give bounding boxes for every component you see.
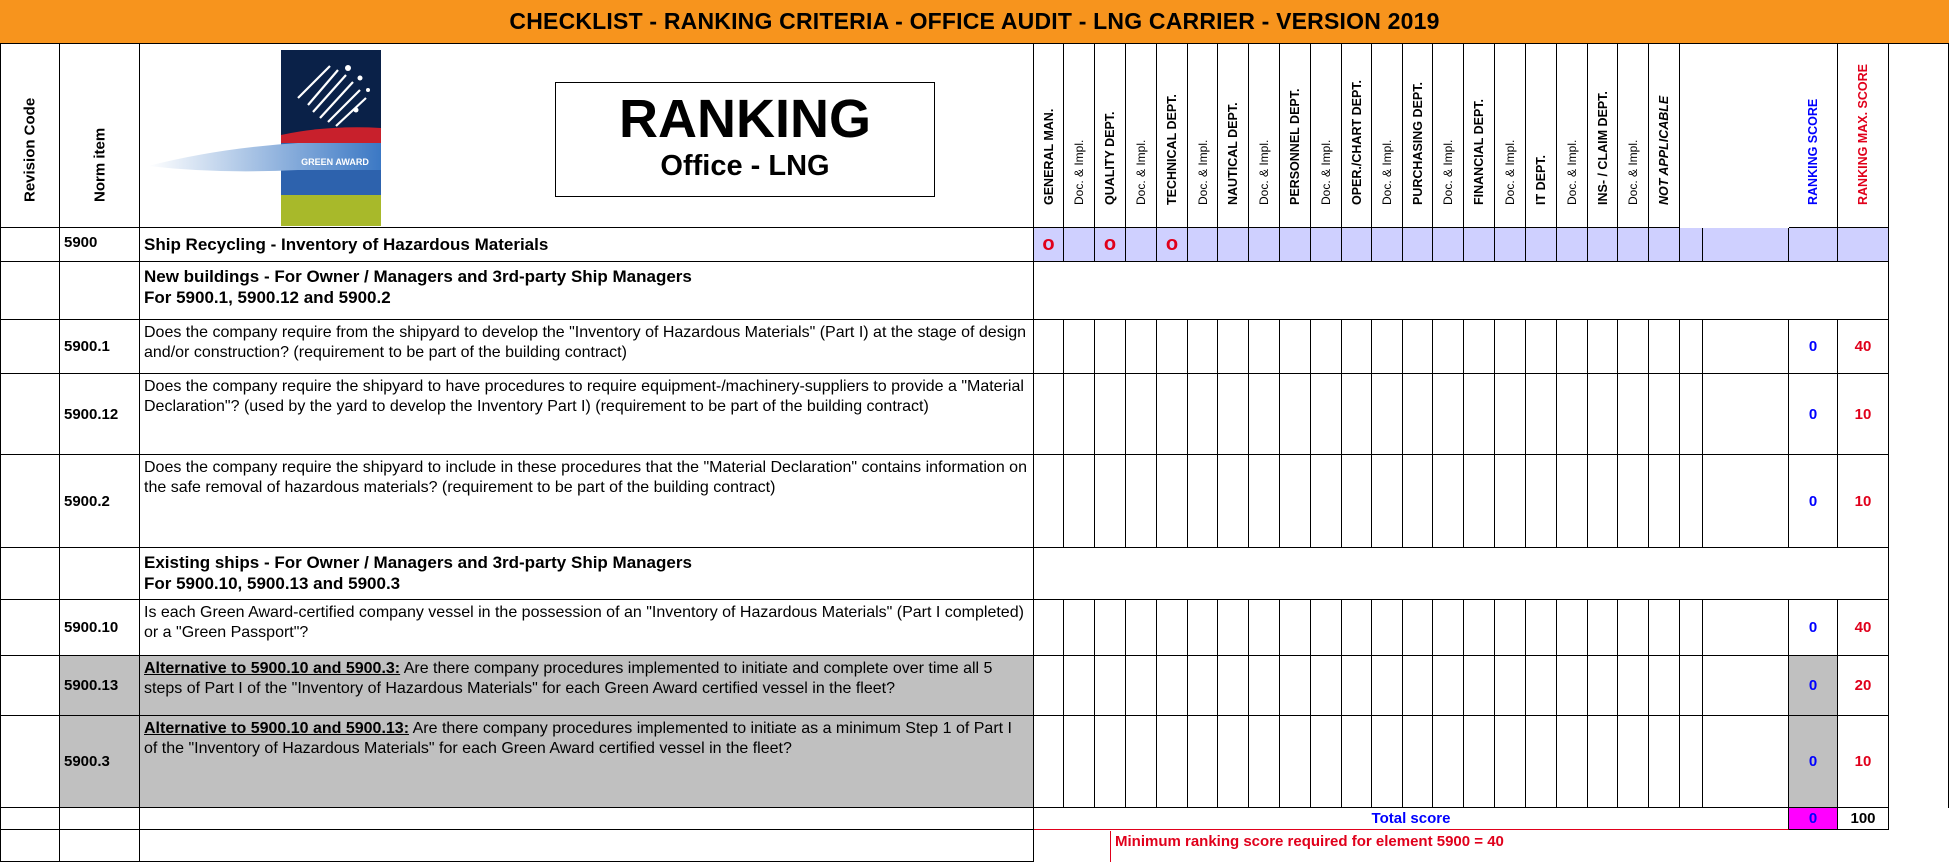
dept-cell [1618,600,1649,656]
dept-cell [1649,600,1680,656]
dept-cell [1588,455,1618,548]
dept-cell [1464,455,1495,548]
dept-cell [1280,600,1311,656]
dept-cell [1126,374,1157,455]
dept-cell [1034,716,1064,808]
item-norm: 5900.13 [60,656,140,716]
ranking-title: RANKING [619,89,871,149]
dept-cell [1034,656,1064,716]
dept-cell [1495,600,1526,656]
dept-cell [1588,716,1618,808]
norm-cell [60,808,140,830]
dept-cell [1342,600,1372,656]
revision-code-header [0,44,60,228]
column-header [1218,44,1249,228]
dept-cell [1249,656,1280,716]
applicable-mark: o [1034,228,1064,262]
department-label: NAUTICAL DEPT. [1226,102,1240,205]
dept-cell [1126,320,1157,374]
dept-cell [1095,374,1126,455]
item-max-score: 20 [1838,656,1889,716]
dept-cell [1618,656,1649,716]
item-text: Does the company require from the shipyard to develop the "Inventory of Hazardous Materials" (Part I) at the stage of design and/or construction? (requirement to be part of the building contract) [144,324,1027,361]
item-max-score: 10 [1838,455,1889,548]
dept-cell [1680,600,1703,656]
column-header [1095,44,1126,228]
dept-cell [1342,228,1372,262]
dept-cell [1403,320,1433,374]
dept-cell [1311,320,1342,374]
department-label: GENERAL MAN. [1041,108,1056,205]
item-norm: 5900.10 [60,600,140,656]
dept-cell [1188,320,1218,374]
subsection-blank [1034,548,1889,600]
dept-cell [1311,600,1342,656]
dept-cell [1464,716,1495,808]
dept-cell [1280,656,1311,716]
dept-cell [1280,716,1311,808]
dept-cell [1680,228,1703,262]
dept-cell [1618,228,1649,262]
revision-cell [0,320,60,374]
subsection-line: New buildings - For Owner / Managers and 3rd-party Ship Managers [144,267,692,286]
dept-cell [1280,228,1311,262]
doc-impl-label: Doc. & Impl. [1565,139,1579,205]
department-label: OPER./CHART DEPT. [1349,79,1364,205]
column-header [1433,44,1464,228]
item-question [140,374,1034,455]
blank-cell [140,830,1034,862]
item-text: Are there company procedures implemented to initiate as a minimum Step 1 of Part I of the "Inventory of Hazardous Materials" for each Green Award certified vessel in the fleet? [144,720,1012,757]
revision-cell [0,262,60,320]
dept-cell [1342,716,1372,808]
dept-cell [1464,600,1495,656]
department-label: PURCHASING DEPT. [1410,82,1425,205]
logo-text: GREEN AWARD [301,157,369,167]
item-score: 0 [1789,374,1838,455]
dept-cell [1433,228,1464,262]
item-max-score: 10 [1838,716,1889,808]
dept-cell [1789,228,1838,262]
dept-cell [1157,320,1188,374]
ranking-max-score-label: RANKING MAX. SCORE [1856,64,1870,205]
dept-cell [1680,374,1703,455]
dept-cell [1464,228,1495,262]
dept-cell [1188,716,1218,808]
dept-cell [1188,374,1218,455]
dept-cell [1126,656,1157,716]
dept-cell [1188,455,1218,548]
dept-cell [1342,320,1372,374]
dept-cell [1280,374,1311,455]
dept-cell [1218,374,1249,455]
dept-cell [1433,716,1464,808]
section-title: Ship Recycling - Inventory of Hazardous Materials [140,228,1034,262]
dept-cell [1372,656,1403,716]
dept-cell [1464,374,1495,455]
dept-cell [1433,656,1464,716]
dept-cell [1495,656,1526,716]
applicable-mark: o [1095,228,1126,262]
item-question [140,320,1034,374]
doc-impl-label: Doc. & Impl. [1195,139,1210,205]
dept-cell [1064,374,1095,455]
dept-cell [1464,656,1495,716]
item-text: Does the company require the shipyard to have procedures to require equipment-/machinery-suppliers to provide a "Material Declaration"? (used by the yard to develop the Inventory Part I) (requirement to be part of the building contract) [144,378,1024,415]
revision-cell [0,656,60,716]
dept-cell [1464,320,1495,374]
dept-cell [1618,455,1649,548]
dept-cell [1588,374,1618,455]
dept-cell [1557,656,1588,716]
subsection-line: For 5900.10, 5900.13 and 5900.3 [144,574,401,593]
dept-cell [1372,228,1403,262]
dept-cell [1095,600,1126,656]
doc-impl-label: Doc. & Impl. [1319,139,1333,205]
dept-cell [1157,656,1188,716]
column-header [1403,44,1433,228]
dept-cell [1618,374,1649,455]
revision-cell [0,548,60,600]
dept-cell [1249,716,1280,808]
dept-cell [1649,716,1680,808]
dept-cell [1557,455,1588,548]
dept-cell [1034,455,1064,548]
dept-cell [1649,320,1680,374]
dept-cell [1649,455,1680,548]
dept-cell [1095,320,1126,374]
doc-impl-label: Doc. & Impl. [1441,139,1455,205]
dept-cell [1838,228,1889,262]
dept-cell [1680,320,1703,374]
item-max-score: 40 [1838,600,1889,656]
dept-cell [1703,228,1789,262]
blank-cell [140,808,1034,830]
item-question [140,656,1034,716]
dept-cell [1433,600,1464,656]
dept-cell [1095,455,1126,548]
column-header [1495,44,1526,228]
norm-cell [60,830,140,862]
revision-cell [0,374,60,455]
column-header [1342,44,1372,228]
total-max-score: 100 [1838,808,1889,830]
dept-cell [1095,656,1126,716]
dept-cell [1126,455,1157,548]
dept-cell [1703,656,1789,716]
dept-cell [1495,716,1526,808]
column-header [1618,44,1649,228]
dept-cell [1526,716,1557,808]
item-score: 0 [1789,716,1838,808]
item-alternative-prefix: Alternative to 5900.10 and 5900.13: [144,720,410,737]
dept-cell [1680,455,1703,548]
column-header [1188,44,1218,228]
column-header [1126,44,1157,228]
column-header [1464,44,1495,228]
item-text: Does the company require the shipyard to include in these procedures that the "Material Declaration" contains information on the safe removal of hazardous materials? (requirement to be part of the building contract) [144,459,1027,496]
item-question [140,716,1034,808]
dept-cell [1218,320,1249,374]
revision-cell [0,600,60,656]
department-label: NOT APPLICABLE [1657,95,1671,205]
dept-cell [1249,320,1280,374]
dept-cell [1126,600,1157,656]
column-header [1280,44,1311,228]
dept-cell [1526,320,1557,374]
ranking-subtitle: Office - LNG [660,150,830,182]
dept-cell [1342,374,1372,455]
dept-cell [1526,656,1557,716]
dept-cell [1403,716,1433,808]
dept-cell [1188,600,1218,656]
dept-cell [1557,320,1588,374]
dept-cell [1557,600,1588,656]
dept-cell [1218,455,1249,548]
item-norm: 5900.12 [60,374,140,455]
item-text: Is each Green Award-certified company vessel in the possession of an "Inventory of Hazardous Materials" (Part I completed) or a "Green Passport"? [144,604,1024,641]
dept-cell [1403,656,1433,716]
department-label: TECHNICAL DEPT. [1165,94,1179,205]
item-score: 0 [1789,600,1838,656]
minimum-score-note: Minimum ranking score required for element 5900 = 40 [1110,831,1947,862]
department-label: QUALITY DEPT. [1103,111,1117,205]
applicable-mark: o [1157,228,1188,262]
item-norm: 5900.1 [60,320,140,374]
dept-cell [1064,228,1095,262]
ranking-max-score-header [1838,44,1889,228]
dept-cell [1311,656,1342,716]
ranking-title-box [555,82,935,197]
dept-cell [1280,320,1311,374]
dept-cell [1588,320,1618,374]
dept-cell [1588,600,1618,656]
item-score: 0 [1789,656,1838,716]
item-question [140,600,1034,656]
item-score: 0 [1789,455,1838,548]
dept-cell [1157,716,1188,808]
dept-cell [1157,455,1188,548]
dept-cell [1249,455,1280,548]
doc-impl-label: Doc. & Impl. [1380,139,1394,205]
dept-cell [1249,228,1280,262]
subsection-blank [1034,262,1889,320]
header-logo-area [140,44,1034,228]
doc-impl-label: Doc. & Impl. [1072,139,1086,205]
column-header [1157,44,1188,228]
dept-cell [1372,374,1403,455]
dept-cell [1526,374,1557,455]
dept-cell [1249,374,1280,455]
column-header [1372,44,1403,228]
item-alternative-prefix: Alternative to 5900.10 and 5900.3: [144,660,401,677]
dept-cell [1588,228,1618,262]
dept-cell [1372,320,1403,374]
dept-cell [1372,716,1403,808]
dept-cell [1495,228,1526,262]
department-label: INS- / CLAIM DEPT. [1595,91,1610,205]
dept-cell [1495,374,1526,455]
item-max-score: 40 [1838,320,1889,374]
dept-cell [1618,320,1649,374]
column-header [1588,44,1618,228]
item-text: Are there company procedures implemented to initiate and complete over time all 5 steps of Part I of the "Inventory of Hazardous Materials" for each Green Award certified vessel in the fleet? [144,660,993,697]
dept-cell [1064,455,1095,548]
dept-cell [1495,455,1526,548]
dept-cell [1126,716,1157,808]
dept-cell [1311,716,1342,808]
revision-cell [0,228,60,262]
dept-cell [1703,455,1789,548]
dept-cell [1342,455,1372,548]
dept-cell [1557,374,1588,455]
dept-cell [1649,228,1680,262]
column-header [1311,44,1342,228]
dept-cell [1064,600,1095,656]
dept-cell [1157,374,1188,455]
dept-cell [1433,374,1464,455]
item-score: 0 [1789,320,1838,374]
dept-cell [1703,600,1789,656]
dept-cell [1372,455,1403,548]
department-label: PERSONNEL DEPT. [1288,88,1302,205]
green-award-logo [148,50,383,226]
dept-cell [1095,716,1126,808]
revision-cell [0,830,60,862]
dept-cell [1342,656,1372,716]
dept-cell [1557,228,1588,262]
subsection-line: Existing ships - For Owner / Managers and 3rd-party Ship Managers [144,553,692,572]
dept-cell [1157,600,1188,656]
dept-cell [1618,716,1649,808]
dept-cell [1034,600,1064,656]
doc-impl-label: Doc. & Impl. [1626,139,1640,205]
section-norm: 5900 [60,228,140,262]
column-header [1034,44,1064,228]
doc-impl-label: Doc. & Impl. [1503,139,1517,205]
dept-cell [1034,320,1064,374]
dept-cell [1703,320,1789,374]
subsection-existing-ships [140,548,1034,600]
column-header [1649,44,1680,228]
column-header [1526,44,1557,228]
dept-cell [1703,374,1789,455]
doc-impl-label: Doc. & Impl. [1134,139,1148,205]
total-score-value: 0 [1789,808,1838,830]
dept-cell [1249,600,1280,656]
dept-cell [1311,455,1342,548]
dept-cell [1526,228,1557,262]
dept-cell [1703,716,1789,808]
subsection-line: For 5900.1, 5900.12 and 5900.2 [144,288,391,307]
item-norm: 5900.2 [60,455,140,548]
revision-cell [0,808,60,830]
dept-cell [1649,374,1680,455]
dept-cell [1188,228,1218,262]
dept-cell [1064,716,1095,808]
norm-cell [60,262,140,320]
dept-cell [1680,716,1703,808]
dept-cell [1680,656,1703,716]
dept-cell [1403,228,1433,262]
dept-cell [1218,716,1249,808]
dept-cell [1034,374,1064,455]
dept-cell [1064,320,1095,374]
dept-cell [1280,455,1311,548]
total-score-label: Total score [1034,808,1789,830]
norm-cell [60,548,140,600]
item-max-score: 10 [1838,374,1889,455]
sheet-title: CHECKLIST - RANKING CRITERIA - OFFICE AUDIT - LNG CARRIER - VERSION 2019 [0,0,1949,44]
column-header [1557,44,1588,228]
department-label: FINANCIAL DEPT. [1472,98,1486,205]
dept-cell [1372,600,1403,656]
norm-item-header [60,44,140,228]
dept-cell [1311,228,1342,262]
item-norm: 5900.3 [60,716,140,808]
dept-cell [1495,320,1526,374]
dept-cell [1403,455,1433,548]
dept-cell [1064,656,1095,716]
dept-cell [1218,656,1249,716]
dept-cell [1433,455,1464,548]
item-question [140,455,1034,548]
revision-cell [0,455,60,548]
dept-cell [1311,374,1342,455]
revision-cell [0,716,60,808]
dept-cell [1126,228,1157,262]
column-header [1064,44,1095,228]
dept-cell [1188,656,1218,716]
dept-cell [1218,600,1249,656]
department-label: IT DEPT. [1534,154,1548,205]
dept-cell [1218,228,1249,262]
dept-cell [1557,716,1588,808]
dept-cell [1433,320,1464,374]
dept-cell [1526,455,1557,548]
dept-cell [1649,656,1680,716]
dept-cell [1403,374,1433,455]
dept-cell [1526,600,1557,656]
ranking-score-header [1789,44,1838,228]
ranking-score-label: RANKING SCORE [1806,98,1820,205]
doc-impl-label: Doc. & Impl. [1257,139,1271,205]
subsection-new-buildings [140,262,1034,320]
column-header [1249,44,1280,228]
norm-item-label: Norm item [91,127,108,202]
dept-cell [1403,600,1433,656]
revision-code-label: Revision Code [21,97,38,202]
dept-cell [1588,656,1618,716]
